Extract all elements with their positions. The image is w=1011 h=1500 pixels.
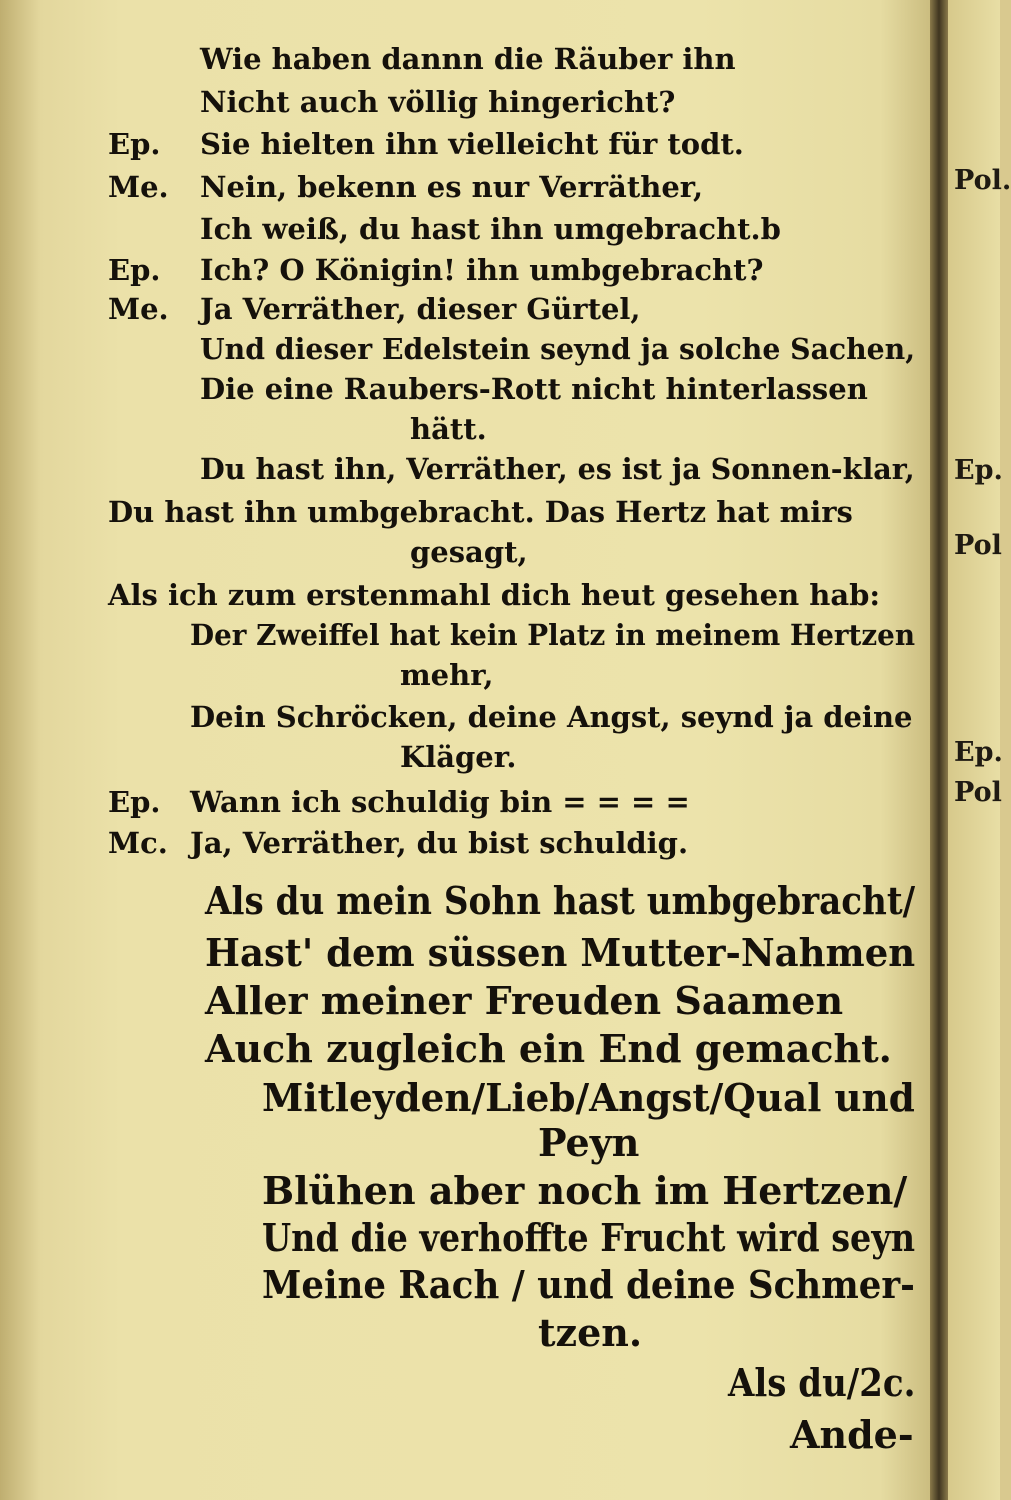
verse-line: Wie haben dannn die Räuber ihn <box>200 42 736 76</box>
speaker-label: Ep. <box>108 785 161 819</box>
aria-line: Als du mein Sohn hast umbgebracht/ <box>205 878 916 923</box>
verse-line: Nicht auch völlig hingericht? <box>200 85 676 119</box>
verse-line: gesagt, <box>410 535 528 569</box>
facing-speaker-label: Pol <box>954 530 1002 561</box>
verse-line: mehr, <box>400 658 494 692</box>
verse-line: Wann ich schuldig bin = = = = <box>190 785 690 819</box>
speaker-label: Ep. <box>108 127 161 161</box>
facing-speaker-label: Pol <box>954 777 1002 808</box>
facing-speaker-label: Ep. <box>954 455 1003 486</box>
catchword: Ande- <box>790 1412 914 1457</box>
verse-line: Und dieser Edelstein seynd ja solche Sachen, <box>200 332 916 366</box>
verse-line: Dein Schröcken, deine Angst, seynd ja deine <box>190 700 913 734</box>
verse-line: Ich weiß, du hast ihn umgebracht.b <box>200 212 781 246</box>
verse-line: Kläger. <box>400 740 517 774</box>
verse-line: Nein, bekenn es nur Verräther, <box>200 170 704 204</box>
aria-da-capo: Als du/2c. <box>728 1360 916 1405</box>
aria-line: tzen. <box>538 1310 643 1355</box>
speaker-label: Me. <box>108 170 169 204</box>
facing-speaker-label: Ep. <box>954 737 1003 768</box>
aria-line: Auch zugleich ein End gemacht. <box>205 1026 892 1071</box>
verse-line: Als ich zum erstenmahl dich heut gesehen hab: <box>108 578 881 612</box>
speaker-label: Ep. <box>108 253 161 287</box>
verse-line: Ich? O Königin! ihn umbgebracht? <box>200 253 764 287</box>
verse-line: Der Zweiffel hat kein Platz in meinem Hertzen <box>190 618 916 652</box>
facing-speaker-label: Pol. <box>954 165 1011 196</box>
verse-line: hätt. <box>410 412 487 446</box>
verse-line: Ja Verräther, dieser Gürtel, <box>200 292 641 326</box>
aria-line: Peyn <box>538 1120 640 1165</box>
verse-line: Sie hielten ihn vielleicht für todt. <box>200 127 744 161</box>
verse-line: Die eine Raubers-Rott nicht hinterlassen <box>200 372 868 406</box>
book-gutter <box>930 0 948 1500</box>
speaker-label: Mc. <box>108 826 168 860</box>
aria-line: Und die verhoffte Frucht wird seyn <box>262 1215 916 1260</box>
verse-line: Du hast ihn, Verräther, es ist ja Sonnen-klar, <box>200 452 915 486</box>
aria-line: Meine Rach / und deine Schmer- <box>262 1262 915 1307</box>
facing-page-edge <box>948 0 1011 1500</box>
aria-line: Aller meiner Freuden Saamen <box>205 978 844 1023</box>
speaker-label: Me. <box>108 292 169 326</box>
verse-line: Du hast ihn umbgebracht. Das Hertz hat mirs <box>108 495 853 529</box>
aria-line: Hast' dem süssen Mutter-Nahmen <box>205 930 916 975</box>
aria-line: Mitleyden/Lieb/Angst/Qual und <box>262 1075 915 1120</box>
verse-line: Ja, Verräther, du bist schuldig. <box>190 826 689 860</box>
aria-line: Blühen aber noch im Hertzen/ <box>262 1168 908 1213</box>
